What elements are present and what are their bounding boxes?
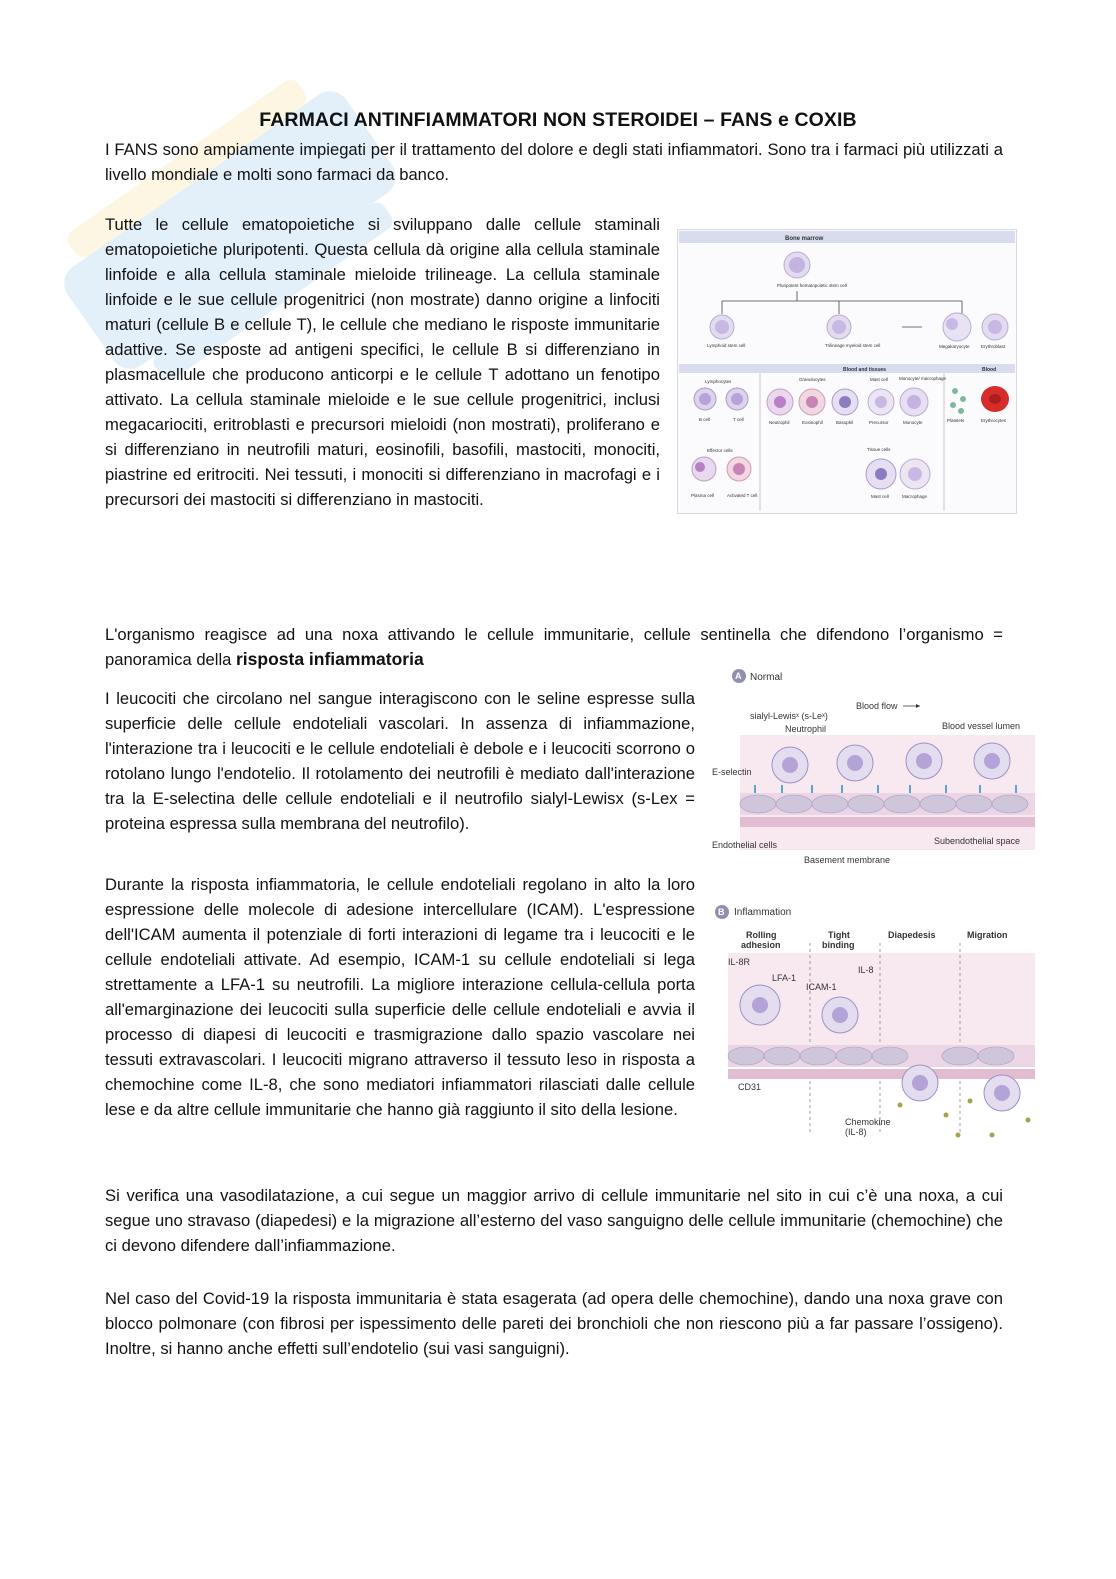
basophil-label: Basophil	[836, 420, 854, 425]
neutrophil-a-label: Neutrophil	[785, 724, 827, 734]
eosinophil-label: Eosinophil	[802, 420, 823, 425]
mast-cell-label: Mast cell	[871, 494, 889, 499]
panel-a-label: Normal	[750, 672, 783, 683]
precursor-label: Precursor	[869, 420, 889, 425]
neutrophil-label: Neutrophil	[769, 420, 790, 425]
granulocytes-label: Granulocytes	[799, 377, 826, 382]
rolling-label-2: adhesion	[741, 940, 781, 950]
activated-t-label: Activated T cell	[727, 493, 758, 498]
lymphocytes-label: Lymphocytes	[705, 379, 732, 384]
cd31-label: CD31	[738, 1082, 762, 1092]
mast-cell-top-label: Mast cell	[870, 377, 888, 382]
tight-label-2: binding	[822, 940, 855, 950]
icam-paragraph: Durante la risposta infiammatoria, le cellule endoteliali regolano in alto la loro espressione delle molecole di adesione intercellulare (ICAM). L'espressione dell'ICAM aumenta il potenziale di forti interazioni di legame tra i leucociti e le cellule endoteliali attivate. Ad esempio, ICAM-1 su cellule endoteliali si lega strettamente a LFA-1 su neutrofili. La migliore interazione cellula-cellula porta all'emarginazione dei leucociti sulla superficie delle cellule endoteliali e avvia il processo di diapesi di leucociti e trasmigrazione dallo spazio vascolare nei tessuti extravascolari. I leucociti migrano attraverso il tessuto leso in risposta a chemochine come IL-8, che sono mediatori infiammatori rilasciati dalle cellule lese e da altre cellule immunitarie che hanno già raggiunto il sito della lesione.	[105, 875, 695, 1119]
tight-label-1: Tight	[828, 930, 850, 940]
covid-paragraph: Nel caso del Covid-19 la risposta immunitaria è stata esagerata (ad opera delle chemochine), dando una noxa grave con blocco polmonare (con fibrosi per ispessimento delle pareti dei bronchioli che non riescono più a far passare l’ossigeno). Inoltre, si hanno anche effetti sull’endotelio (sui vasi sanguigni).	[105, 1289, 1003, 1358]
diapedesis-label: Diapedesis	[888, 930, 936, 940]
subendothelial-label: Subendothelial space	[934, 836, 1021, 846]
hematopoiesis-paragraph: Tutte le cellule ematopoietiche si sviluppano dalle cellule staminali ematopoietiche pluripotenti. Questa cellula dà origine alla cellula staminale linfoide e alla cellula staminale mieloide trilineage. La cellula staminale linfoide e le sue cellule progenitrici (non mostrate) danno origine a linfociti maturi (cellule B e cellule T), le cellule che mediano le risposte immunitarie adattive. Se esposte ad antigeni specifici, le cellule B si differenziano in plasmacellule che producono anticorpi e le cellule T adottano un fenotipo attivato. La cellula staminale mieloide e le sue cellule progenitrici, inclusi megacariociti, eritroblasti e precursori mieloidi (non mostrati), proliferano e si differenziano in neutrofili maturi, eosinofili, basofili, mastociti, monociti, piastrine ed eritrociti. Nei tessuti, i monociti si differenziano in macrofagi e i precursori dei mastociti si differenziano in mastociti.	[105, 215, 660, 509]
eselectin-label: E-selectin	[712, 767, 752, 777]
chemokine-label-2: (IL-8)	[845, 1127, 867, 1137]
monocyte-label: Monocyte	[903, 420, 923, 425]
stem-cell-label: Pluripotent hematopoietic stem cell	[777, 283, 847, 288]
tissue-cells-label: Tissue cells	[867, 447, 891, 452]
t-cell-label: T cell	[733, 417, 744, 422]
plasma-label: Plasma cell	[691, 493, 715, 498]
bone-marrow-label: Bone marrow	[785, 236, 824, 242]
basement-label: Basement membrane	[804, 855, 891, 865]
panel-a-letter: A	[735, 671, 742, 681]
b-cell-label: B cell	[699, 417, 711, 422]
monocyte-macrophage-label: Monocyte/ macrophage	[899, 376, 947, 381]
panel-b-label: Inflammation	[734, 907, 792, 918]
il8-label: IL-8	[858, 965, 874, 975]
erythroblast-label: Erythroblast	[981, 344, 1006, 349]
myeloid-label: Trilineage myeloid stem cell	[825, 343, 881, 348]
inflammation-figure	[710, 665, 1040, 1145]
erythrocytes-label: Erythrocytes	[981, 418, 1007, 423]
lumen-label: Blood vessel lumen	[942, 721, 1021, 731]
rolling-label-1: Rolling	[746, 930, 777, 940]
panel-b-letter: B	[718, 907, 725, 917]
noxa-bold: risposta infiammatoria	[235, 649, 424, 669]
blood-tissues-label: Blood and tissues	[843, 367, 887, 373]
intro-paragraph: I FANS sono ampiamente impiegati per il trattamento del dolore e degli stati infiammatori. Sono tra i farmaci più utilizzati a livello mondiale e molti sono farmaci da banco.	[105, 140, 1003, 184]
hematopoiesis-figure	[677, 229, 1017, 514]
migration-label: Migration	[967, 930, 1008, 940]
icam1-label: ICAM-1	[806, 982, 837, 992]
blood-flow-label: Blood flow	[856, 701, 898, 711]
lymphoid-label: Lymphoid stem cell	[707, 343, 746, 348]
il8r-label: IL-8R	[728, 957, 751, 967]
endothelial-label: Endothelial cells	[712, 840, 778, 850]
chemokine-label-1: Chemokine	[845, 1117, 891, 1127]
megakaryocyte-label: Megakaryocyte	[939, 344, 970, 349]
macrophage-label: Macrophage	[902, 494, 928, 499]
effector-label: Effector cells	[707, 448, 733, 453]
lfa1-label: LFA-1	[772, 973, 797, 983]
vasodilation-paragraph: Si verifica una vasodilatazione, a cui segue un maggior arrivo di cellule immunitarie nel sito in cui c’è una noxa, a cui segue uno stravaso (diapedesi) e la migrazione all’esterno del vaso sanguigno delle cellule immunitarie (chemochine) che ci devono difendere dall’infiammazione.	[105, 1186, 1003, 1255]
noxa-lead: L'organismo reagisce ad una noxa attivando le cellule immunitarie, cellule sentinella che difendono l’organismo = panoramica della	[105, 625, 1003, 669]
sialyl-label: sialyl-Lewisˣ (s-Leˣ)	[750, 711, 828, 721]
blood-label: Blood	[982, 367, 997, 373]
leukocytes-paragraph: I leucociti che circolano nel sangue interagiscono con le seline espresse sulla superficie delle cellule endoteliali vascolari. In assenza di infiammazione, l'interazione tra i leucociti e le cellule endoteliali è debole e i leucociti scorrono o rotolano lungo l'endotelio. Il rotolamento dei neutrofili è mediato dall'interazione tra la E-selectina delle cellule endoteliali e il neutrofilo sialyl-Lewisx (s-Lex = proteina espressa sulla membrana del neutrofilo).	[105, 689, 695, 833]
page-title: FARMACI ANTINFIAMMATORI NON STEROIDEI – FANS e COXIB	[259, 109, 857, 132]
platelets-label: Platelets	[947, 418, 965, 423]
